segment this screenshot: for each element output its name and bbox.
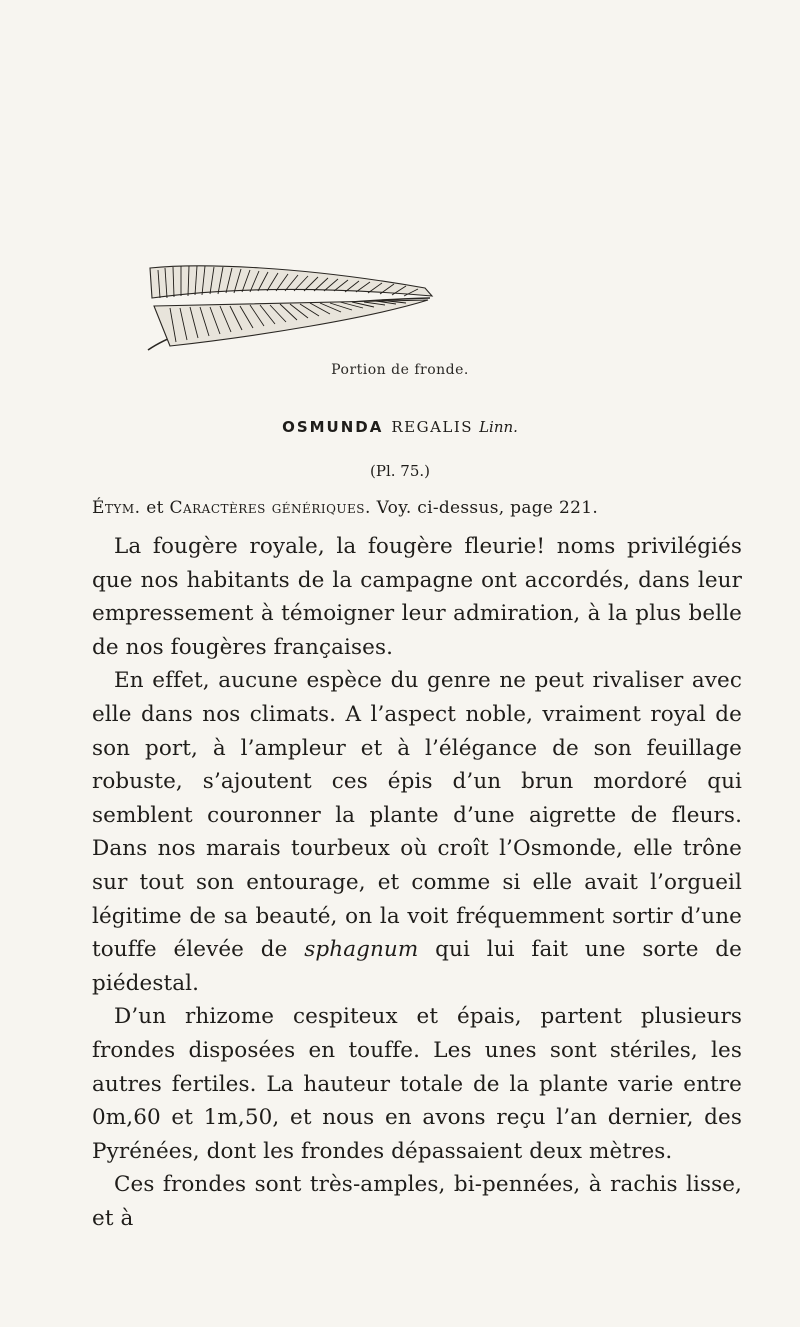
etym-reference: Voy. ci-dessus, page 221. <box>376 498 599 518</box>
figure-caption: Portion de fronde. <box>331 362 469 378</box>
paragraph-2-text-a: En effet, aucune espèce du genre ne peut rivaliser avec elle dans nos climats. A l’aspect noble, vraiment royal de son port, à l’ampleur et à l’élégance de son feuillage robuste, s’ajoutent ces épis d’un brun mordoré qui semblent couronner la plante d’une aigrette de fleurs. Dans nos marais tourbeux où croît l’Osmonde, elle trône sur tout son entourage, et comme si elle avait l’orgueil légitime de sa beauté, on la voit fréquemment sortir d’une touffe élevée de <box>92 668 742 963</box>
paragraph-4: Ces frondes sont très-amples, bi-pennées, à rachis lisse, et à <box>92 1172 742 1231</box>
etym-lead: Étym. <box>92 498 141 518</box>
etymology-line <box>92 498 732 518</box>
etym-small-caps: Caractères génériques. <box>169 498 371 518</box>
paragraph-1: La fougère royale, la fougère fleurie! noms privilégiés que nos habitants de la campagne ont accordés, dans leur empressement à témoigner leur admiration, à la plus belle de nos fougères françaises. <box>92 534 742 660</box>
fern-frond-illustration <box>140 258 440 353</box>
etym-conj: et <box>146 498 164 518</box>
species-heading <box>0 418 800 436</box>
species-name: REGALIS <box>391 418 474 436</box>
body-text <box>92 530 742 1235</box>
paragraph-2 <box>92 664 742 1000</box>
paragraph-2-text-b: qui lui fait une sorte de piédestal. <box>92 937 742 996</box>
genus-name: OSMUNDA <box>282 418 384 436</box>
paragraph-2-italic: sphagnum <box>304 937 419 963</box>
plate-reference: (Pl. 75.) <box>370 462 430 480</box>
paragraph-3: D’un rhizome cespiteux et épais, partent plusieurs frondes disposées en touffe. Les unes sont stériles, les autres fertiles. La hauteur totale de la plante varie entre 0m,60 et 1m,50, et nous en avons reçu l’an dernier, des Pyrénées, dont les frondes dépassaient deux mètres. <box>92 1004 742 1164</box>
author-abbrev: Linn. <box>479 418 518 436</box>
